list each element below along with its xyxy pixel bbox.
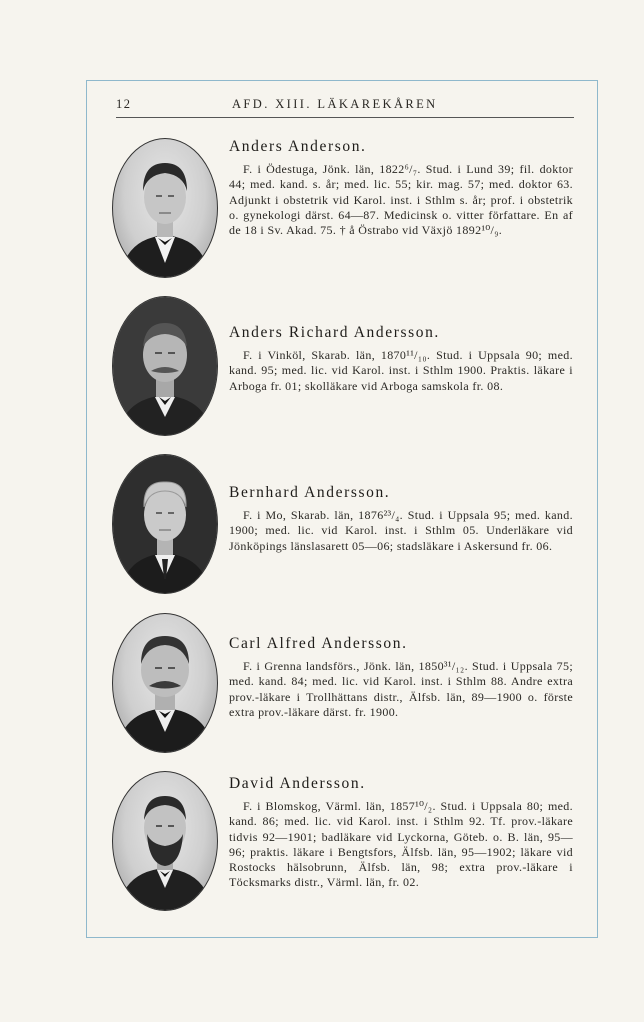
entry-bio: F. i Mo, Skarab. län, 1876²³/₄. Stud. i Uppsala 95; med. kand. 1900; med. lic. vid Karol. inst. i Sthlm 05. Underläkare vid Jönköpings länslasarett 05—06; stadsläkare i Askersund fr. 06. (229, 508, 573, 553)
entry-name: Bernhard Andersson. (229, 484, 391, 501)
entry-name: David Andersson. (229, 775, 366, 792)
entry-name: Anders Richard Andersson. (229, 324, 440, 341)
entry-bio: F. i Grenna landsförs., Jönk. län, 1850³¹/₁₂. Stud. i Uppsala 75; med. kand. 84; med. lic. vid Karol. inst. i Sthlm 88. Andre extra prov.-läkare i Trollhättans distr., Älfsb. län, 89—1900 o. förste extra prov.-läkare därst. fr. 1900. (229, 659, 573, 719)
portrait-photo (112, 296, 218, 436)
entry-name: Anders Anderson. (229, 138, 367, 155)
section-title: AFD. XIII. LÄKAREKÅREN (232, 97, 438, 111)
portrait-photo (112, 771, 218, 911)
portrait-photo (112, 454, 218, 594)
entry-bio: F. i Vinköl, Skarab. län, 1870¹¹/₁₀. Stud. i Uppsala 90; med. kand. 95; med. lic. vid Karol. inst. i Sthlm 1900. Praktis. läkare i Arboga fr. 01; skolläkare vid Arboga samskola fr. 08. (229, 348, 573, 393)
portrait-photo (112, 613, 218, 753)
entry-name: Carl Alfred Andersson. (229, 635, 408, 652)
page-number: 12 (116, 97, 132, 111)
running-head (116, 95, 574, 118)
portrait-photo (112, 138, 218, 278)
entry-bio: F. i Blomskog, Värml. län, 1857¹⁰/₂. Stud. i Uppsala 80; med. kand. 86; med. lic. vid Karol. inst. i Sthlm 92. Tf. prov.-läkare tidvis 92—1901; badläkare vid Lyckorna, Göteb. o. B. län, 95—96; praktis. läkare i Bengtsfors, Älfsb. län, 95—1902; läkare vid Rostocks hälsobrunn, Älfsb. län, 98; extra prov.-läkare i Töcksmarks distr., Värml. län, fr. 02. (229, 799, 573, 890)
entry-bio: F. i Ödestuga, Jönk. län, 1822⁶/₇. Stud. i Lund 39; fil. doktor 44; med. kand. s. år; med. lic. 55; kir. mag. 57; med. doktor 63. Adjunkt i obstetrik vid Karol. inst. i Sthlm s. år; prof. i obstetrik o. gynekologi därst. 64—87. Medicinsk o. vitter författare. En af de 18 i Sv. Akad. 75. † å Östrabo vid Växjö 1892¹⁰/₉. (229, 162, 573, 238)
